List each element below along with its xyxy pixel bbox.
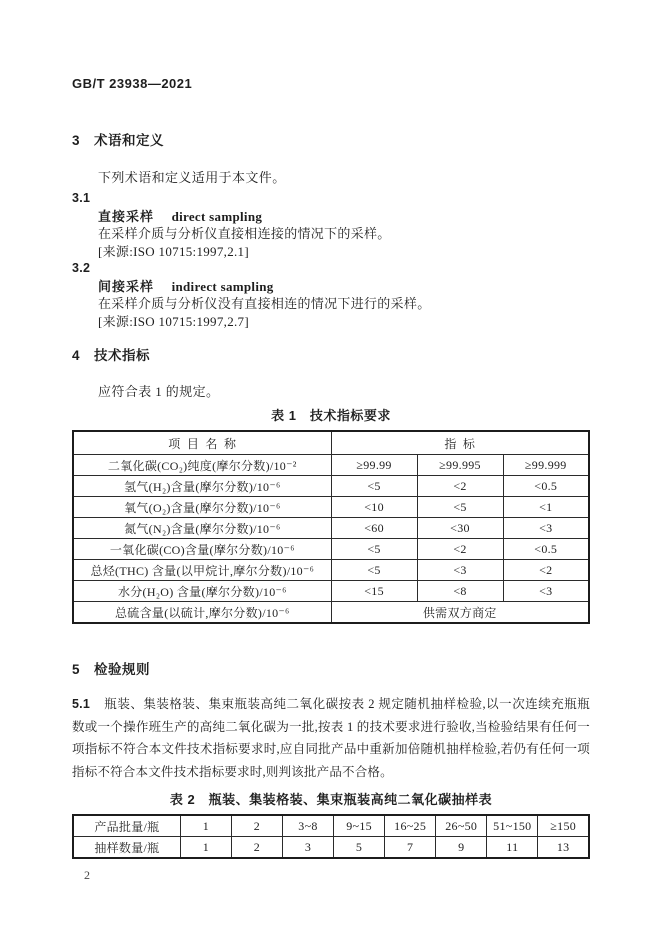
batch-value-cell: 26~50: [436, 815, 487, 837]
table-row: [73, 455, 589, 476]
sample-value-cell: 9: [436, 837, 487, 859]
batch-value-cell: 16~25: [385, 815, 436, 837]
standard-number-header: GB/T 23938—2021: [72, 76, 193, 91]
term-source: [来源:ISO 10715:1997,2.7]: [98, 313, 249, 329]
spec-value-cell: <3: [503, 581, 589, 602]
spec-negotiated-cell: 供需双方商定: [331, 602, 589, 624]
table-1-caption: 表 1 技术指标要求: [271, 408, 391, 423]
spec-value-cell: ≥99.99: [331, 455, 417, 476]
spec-name-cell: 氮气(N₂)含量(摩尔分数)/10⁻⁶: [73, 518, 331, 539]
table-row: [73, 581, 589, 602]
sample-value-cell: 13: [538, 837, 589, 859]
column-header-item-name: 项 目 名 称: [73, 431, 331, 455]
table-row: [73, 560, 589, 581]
section-4-body: 应符合表 1 的规定。: [98, 384, 220, 399]
spec-value-cell: <5: [331, 539, 417, 560]
sample-value-cell: 2: [231, 837, 282, 859]
table-row: [73, 497, 589, 518]
sample-value-cell: 1: [180, 837, 231, 859]
spec-value-cell: <2: [417, 476, 503, 497]
spec-value-cell: <15: [331, 581, 417, 602]
batch-value-cell: ≥150: [538, 815, 589, 837]
spec-value-cell: <5: [331, 560, 417, 581]
table-row: [73, 539, 589, 560]
table-2-caption: 表 2 瓶装、集装格装、集束瓶装高纯二氧化碳抽样表: [169, 792, 493, 807]
page-number: 2: [84, 868, 90, 882]
batch-value-cell: 1: [180, 815, 231, 837]
spec-name-cell: 氢气(H₂)含量(摩尔分数)/10⁻⁶: [73, 476, 331, 497]
column-header-spec: 指 标: [331, 431, 589, 455]
term-definition: 在采样介质与分析仪直接相连接的情况下的采样。: [98, 226, 391, 241]
spec-name-cell: 氧气(O₂)含量(摩尔分数)/10⁻⁶: [73, 497, 331, 518]
spec-value-cell: <3: [503, 518, 589, 539]
sample-value-cell: 3: [282, 837, 333, 859]
sample-value-cell: 5: [334, 837, 385, 859]
spec-value-cell: <30: [417, 518, 503, 539]
term-zh: 间接采样: [98, 278, 155, 294]
section-3-intro: 下列术语和定义适用于本文件。: [98, 170, 286, 185]
spec-name-cell: 水分(H₂O) 含量(摩尔分数)/10⁻⁶: [73, 581, 331, 602]
clause-number: 5.1: [72, 697, 90, 711]
spec-value-cell: <2: [417, 539, 503, 560]
table-row-header: [73, 431, 589, 455]
sample-value-cell: 11: [487, 837, 538, 859]
spec-name-cell: 总烃(THC) 含量(以甲烷计,摩尔分数)/10⁻⁶: [73, 560, 331, 581]
table-row: [73, 476, 589, 497]
row-label-cell: 抽样数量/瓶: [73, 837, 180, 859]
term-zh: 直接采样: [98, 208, 155, 224]
term-title: [72, 278, 590, 296]
batch-value-cell: 2: [231, 815, 282, 837]
spec-value-cell: <0.5: [503, 476, 589, 497]
clause-5-1: [72, 693, 590, 783]
clause-text: 瓶装、集装格装、集束瓶装高纯二氧化碳按表 2 规定随机抽样检验,以一次连续充瓶瓶数或一个操作班生产的高纯二氧化碳为一批,按表 1 的技术要求进行验收,当检验结果有任何一项指标不符合本文件技术指标要求时,应自同批产品中重新加倍随机抽样检验,若仍有任何一项指标不符合本文件技术指标要求时,则判该批产品不合格。: [72, 697, 590, 779]
term-en: indirect sampling: [171, 278, 274, 294]
term-entry-3-2: [72, 260, 590, 330]
spec-name-cell: 一氧化碳(CO)含量(摩尔分数)/10⁻⁶: [73, 539, 331, 560]
term-source: [来源:ISO 10715:1997,2.1]: [98, 243, 249, 259]
spec-value-cell: ≥99.999: [503, 455, 589, 476]
spec-value-cell: <60: [331, 518, 417, 539]
spec-value-cell: ≥99.995: [417, 455, 503, 476]
spec-value-cell: <8: [417, 581, 503, 602]
table-2-sampling: [72, 814, 590, 859]
spec-value-cell: <10: [331, 497, 417, 518]
table-1-technical-indicators: [72, 430, 590, 624]
clause-number: 3.1: [72, 191, 91, 205]
sample-value-cell: 7: [385, 837, 436, 859]
table-row-batch-size: [73, 815, 589, 837]
spec-value-cell: <3: [417, 560, 503, 581]
table-row-sample-count: [73, 837, 589, 859]
clause-number: 3.2: [72, 261, 91, 275]
table-row: [73, 518, 589, 539]
table-row-total-sulfur: [73, 602, 589, 624]
batch-value-cell: 3~8: [282, 815, 333, 837]
spec-value-cell: <0.5: [503, 539, 589, 560]
term-definition: 在采样介质与分析仪没有直接相连的情况下进行的采样。: [98, 296, 431, 311]
batch-value-cell: 9~15: [334, 815, 385, 837]
section-3-heading: 3 术语和定义: [72, 133, 165, 148]
term-en: direct sampling: [171, 208, 263, 224]
spec-name-cell: 总硫含量(以硫计,摩尔分数)/10⁻⁶: [73, 602, 331, 624]
spec-name-cell: 二氧化碳(CO₂)纯度(摩尔分数)/10⁻²: [73, 455, 331, 476]
section-4-heading: 4 技术指标: [72, 348, 151, 363]
spacer: [72, 624, 590, 662]
batch-value-cell: 51~150: [487, 815, 538, 837]
section-5-heading: 5 检验规则: [72, 662, 151, 677]
spec-value-cell: <5: [331, 476, 417, 497]
term-title: [72, 208, 590, 226]
term-entry-3-1: [72, 190, 590, 260]
spec-value-cell: <5: [417, 497, 503, 518]
row-label-cell: 产品批量/瓶: [73, 815, 180, 837]
spec-value-cell: <1: [503, 497, 589, 518]
spec-value-cell: <2: [503, 560, 589, 581]
